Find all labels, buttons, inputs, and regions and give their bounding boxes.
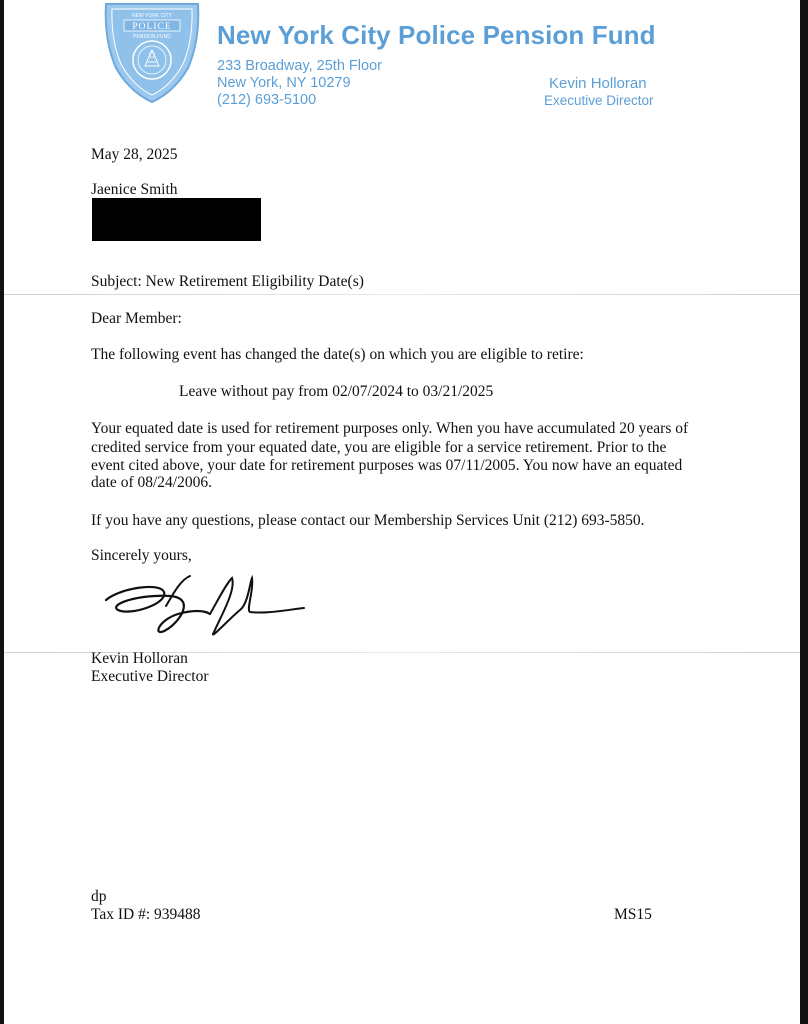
signer-name: Kevin Holloran bbox=[91, 650, 188, 667]
intro-paragraph: The following event has changed the date(s) on which you are eligible to retire: bbox=[91, 346, 584, 363]
form-code: MS15 bbox=[614, 906, 652, 923]
letter-date: May 28, 2025 bbox=[91, 146, 178, 163]
subject-line: Subject: New Retirement Eligibility Date(s) bbox=[91, 273, 364, 290]
redacted-address-block bbox=[92, 198, 261, 241]
organization-name: New York City Police Pension Fund bbox=[217, 20, 656, 50]
fold-line bbox=[4, 294, 800, 295]
signer-title: Executive Director bbox=[91, 668, 209, 685]
recipient-name: Jaenice Smith bbox=[91, 181, 178, 198]
body-line: date of 08/24/2006. bbox=[91, 474, 212, 491]
body-line: Your equated date is used for retirement purposes only. When you have accumulated 20 years of bbox=[91, 420, 689, 437]
police-pension-fund-shield-logo bbox=[100, 0, 204, 104]
address-line-1: 233 Broadway, 25th Floor bbox=[217, 58, 382, 74]
salutation: Dear Member: bbox=[91, 310, 182, 327]
director-title: Executive Director bbox=[544, 93, 654, 108]
phone-number: (212) 693-5100 bbox=[217, 92, 317, 108]
closing: Sincerely yours, bbox=[91, 547, 192, 564]
address-line-2: New York, NY 10279 bbox=[217, 75, 351, 91]
director-name: Kevin Holloran bbox=[549, 75, 647, 92]
svg-text:PENSION FUND: PENSION FUND bbox=[133, 34, 171, 40]
contact-paragraph: If you have any questions, please contact our Membership Services Unit (212) 693-5850. bbox=[91, 512, 645, 529]
typist-initials: dp bbox=[91, 888, 107, 905]
letter-page bbox=[4, 0, 800, 1024]
handwritten-signature bbox=[100, 570, 310, 645]
svg-text:NEW YORK CITY: NEW YORK CITY bbox=[132, 13, 172, 19]
event-line: Leave without pay from 02/07/2024 to 03/21/2025 bbox=[179, 383, 494, 400]
svg-text:POLICE: POLICE bbox=[132, 22, 172, 32]
body-line: event cited above, your date for retirement purposes was 07/11/2005. You now have an equated bbox=[91, 457, 683, 474]
scan-border-right bbox=[800, 0, 808, 1024]
tax-id: Tax ID #: 939488 bbox=[91, 906, 201, 923]
body-line: credited service from your equated date, you are eligible for a service retirement. Prior to the bbox=[91, 439, 667, 456]
